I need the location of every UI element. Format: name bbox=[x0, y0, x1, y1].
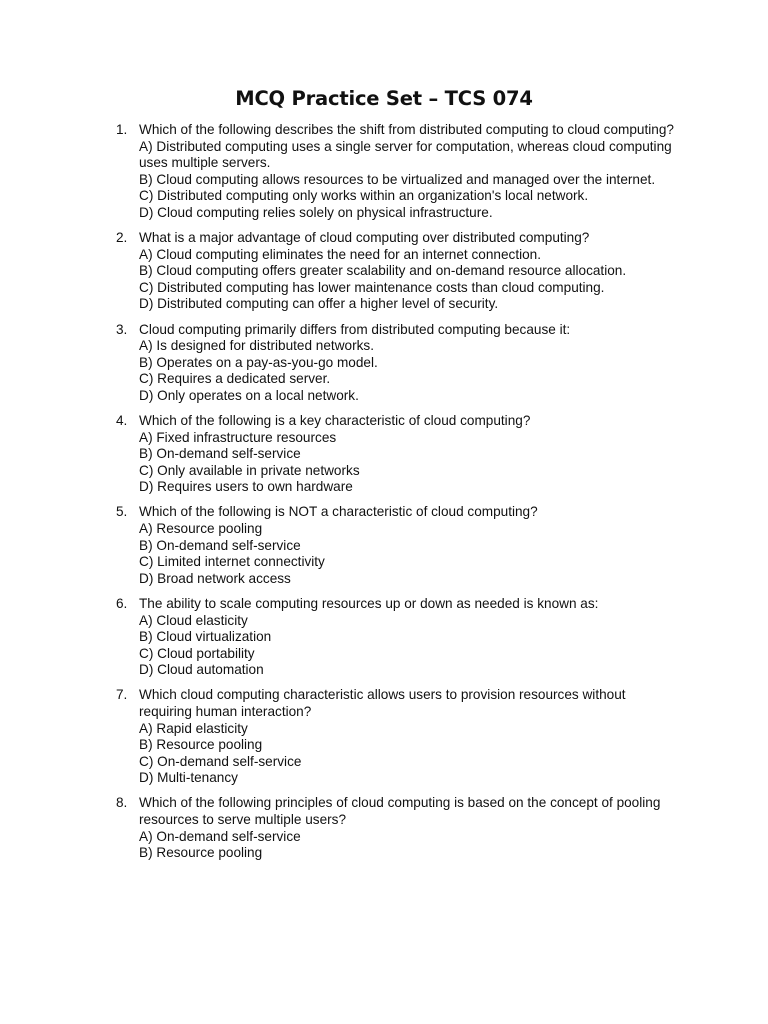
question-2 bbox=[116, 230, 676, 313]
option-a: A) Cloud elasticity bbox=[139, 612, 248, 628]
option-a: A) Cloud computing eliminates the need for an internet connection. bbox=[139, 246, 542, 262]
option-a: A) On-demand self-service bbox=[139, 828, 301, 844]
option-d: D) Cloud computing relies solely on physical infrastructure. bbox=[139, 204, 493, 220]
option-c: C) Only available in private networks bbox=[139, 462, 360, 478]
question-number: 5. bbox=[116, 504, 128, 520]
question-list bbox=[116, 122, 676, 870]
option-b: B) On-demand self-service bbox=[139, 537, 301, 553]
option-b: B) Resource pooling bbox=[139, 845, 263, 861]
question-number: 8. bbox=[116, 795, 128, 811]
option-c: C) Distributed computing only works within an organization's local network. bbox=[139, 188, 589, 204]
option-a: A) Resource pooling bbox=[139, 521, 263, 537]
option-d: D) Multi-tenancy bbox=[139, 770, 238, 786]
option-d: D) Broad network access bbox=[139, 570, 291, 586]
option-b: B) Operates on a pay-as-you-go model. bbox=[139, 354, 378, 370]
question-5 bbox=[116, 504, 676, 587]
question-number: 1. bbox=[116, 122, 128, 137]
question-7 bbox=[116, 687, 676, 787]
question-3 bbox=[116, 322, 676, 405]
question-text: Which of the following principles of cloud computing is based on the concept of pooling resources to serve multiple users? bbox=[139, 795, 661, 828]
option-b: B) Cloud computing offers greater scalability and on-demand resource allocation. bbox=[139, 263, 627, 279]
option-b: B) Cloud virtualization bbox=[139, 629, 272, 645]
option-d: D) Only operates on a local network. bbox=[139, 387, 359, 403]
question-number: 4. bbox=[116, 413, 128, 428]
question-text: Cloud computing primarily differs from distributed computing because it: bbox=[139, 321, 571, 337]
question-text: What is a major advantage of cloud computing over distributed computing? bbox=[139, 230, 590, 246]
question-text: Which of the following is a key characteristic of cloud computing? bbox=[139, 413, 531, 428]
option-b: B) Resource pooling bbox=[139, 737, 263, 753]
question-number: 6. bbox=[116, 595, 128, 611]
page-title: MCQ Practice Set – TCS 074 bbox=[235, 87, 533, 110]
option-b: B) Cloud computing allows resources to be virtualized and managed over the internet. bbox=[139, 171, 656, 187]
question-text: The ability to scale computing resources up or down as needed is known as: bbox=[139, 595, 599, 611]
question-number: 3. bbox=[116, 321, 128, 337]
option-d: D) Requires users to own hardware bbox=[139, 479, 353, 495]
question-number: 7. bbox=[116, 687, 128, 703]
question-4 bbox=[116, 413, 676, 496]
option-c: C) Requires a dedicated server. bbox=[139, 371, 331, 387]
question-6 bbox=[116, 596, 676, 679]
question-number: 2. bbox=[116, 230, 128, 246]
option-c: C) On-demand self-service bbox=[139, 753, 302, 769]
question-text: Which cloud computing characteristic allows users to provision resources without requiring human interaction? bbox=[139, 687, 626, 719]
question-text: Which of the following is NOT a characteristic of cloud computing? bbox=[139, 504, 538, 520]
option-c: C) Distributed computing has lower maintenance costs than cloud computing. bbox=[139, 279, 605, 295]
question-8 bbox=[116, 795, 676, 861]
option-a: A) Rapid elasticity bbox=[139, 720, 248, 736]
question-1 bbox=[116, 122, 676, 222]
question-text: Which of the following describes the shift from distributed computing to cloud computing? bbox=[139, 122, 674, 137]
option-b: B) On-demand self-service bbox=[139, 446, 301, 462]
option-a: A) Distributed computing uses a single server for computation, whereas cloud computing uses multiple servers. bbox=[139, 138, 672, 171]
option-c: C) Cloud portability bbox=[139, 645, 255, 661]
option-a: A) Fixed infrastructure resources bbox=[139, 429, 337, 445]
option-a: A) Is designed for distributed networks. bbox=[139, 338, 374, 354]
option-d: D) Cloud automation bbox=[139, 662, 264, 678]
option-c: C) Limited internet connectivity bbox=[139, 554, 325, 570]
option-d: D) Distributed computing can offer a higher level of security. bbox=[139, 296, 499, 312]
